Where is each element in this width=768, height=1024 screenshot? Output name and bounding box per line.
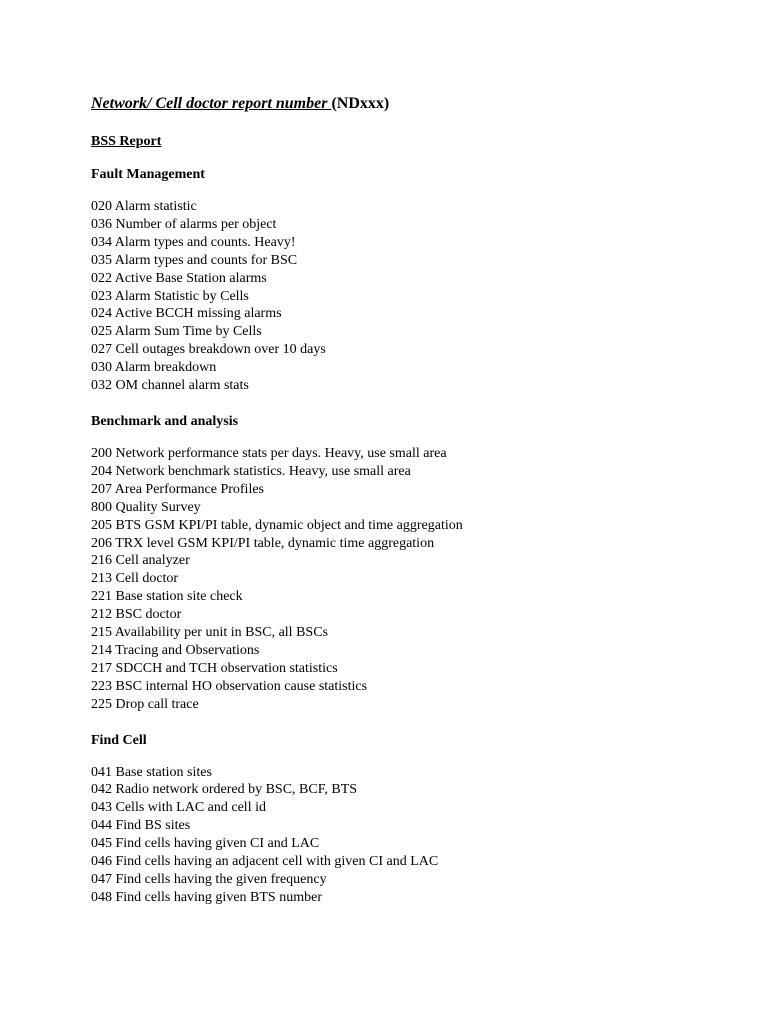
section-heading-find-cell: Find Cell bbox=[91, 732, 147, 748]
list-item: 212 BSC doctor bbox=[91, 607, 182, 623]
list-item: 022 Active Base Station alarms bbox=[91, 270, 267, 286]
fault-management-list bbox=[91, 198, 731, 395]
list-item: 213 Cell doctor bbox=[91, 571, 179, 587]
list-item: 024 Active BCCH missing alarms bbox=[91, 306, 282, 322]
list-item: 030 Alarm breakdown bbox=[91, 360, 217, 376]
list-item: 215 Availability per unit in BSC, all BSCs bbox=[91, 625, 328, 641]
list-item: 214 Tracing and Observations bbox=[91, 642, 260, 658]
list-item: 042 Radio network ordered by BSC, BCF, BTS bbox=[91, 782, 358, 798]
document-title bbox=[91, 93, 731, 115]
list-item: 225 Drop call trace bbox=[91, 696, 199, 712]
list-item: 800 Quality Survey bbox=[91, 499, 201, 515]
list-item: 032 OM channel alarm stats bbox=[91, 378, 249, 394]
list-item: 035 Alarm types and counts for BSC bbox=[91, 252, 298, 268]
list-item: 041 Base station sites bbox=[91, 764, 212, 780]
list-item: 044 Find BS sites bbox=[91, 818, 191, 834]
list-item: 207 Area Performance Profiles bbox=[91, 481, 264, 497]
list-item: 204 Network benchmark statistics. Heavy, use small area bbox=[91, 463, 411, 479]
find-cell-list bbox=[91, 764, 731, 907]
title-code: (NDxxx) bbox=[331, 95, 390, 112]
list-item: 045 Find cells having given CI and LAC bbox=[91, 836, 320, 852]
list-item: 217 SDCCH and TCH observation statistics bbox=[91, 660, 338, 676]
list-item: 034 Alarm types and counts. Heavy! bbox=[91, 234, 296, 250]
benchmark-analysis-list bbox=[91, 445, 731, 714]
list-item: 043 Cells with LAC and cell id bbox=[91, 800, 266, 816]
list-item: 027 Cell outages breakdown over 10 days bbox=[91, 342, 326, 358]
list-item: 048 Find cells having given BTS number bbox=[91, 889, 322, 905]
list-item: 047 Find cells having the given frequency bbox=[91, 872, 327, 887]
list-item: 020 Alarm statistic bbox=[91, 199, 197, 214]
list-item: 216 Cell analyzer bbox=[91, 553, 190, 569]
list-item: 200 Network performance stats per days. Heavy, use small area bbox=[91, 445, 447, 461]
list-item: 206 TRX level GSM KPI/PI table, dynamic time aggregation bbox=[91, 535, 435, 551]
list-item: 205 BTS GSM KPI/PI table, dynamic object and time aggregation bbox=[91, 517, 463, 533]
report-heading: BSS Report bbox=[91, 134, 162, 149]
list-item: 223 BSC internal HO observation cause statistics bbox=[91, 678, 368, 694]
section-heading-fault-management: Fault Management bbox=[91, 167, 205, 182]
title-main: Network/ Cell doctor report number bbox=[91, 95, 332, 112]
list-item: 046 Find cells having an adjacent cell with given CI and LAC bbox=[91, 854, 439, 870]
list-item: 023 Alarm Statistic by Cells bbox=[91, 288, 249, 304]
list-item: 036 Number of alarms per object bbox=[91, 216, 277, 232]
list-item: 221 Base station site check bbox=[91, 589, 243, 605]
section-heading-benchmark-analysis: Benchmark and analysis bbox=[91, 413, 239, 429]
document-content bbox=[91, 93, 731, 907]
list-item: 025 Alarm Sum Time by Cells bbox=[91, 324, 262, 340]
